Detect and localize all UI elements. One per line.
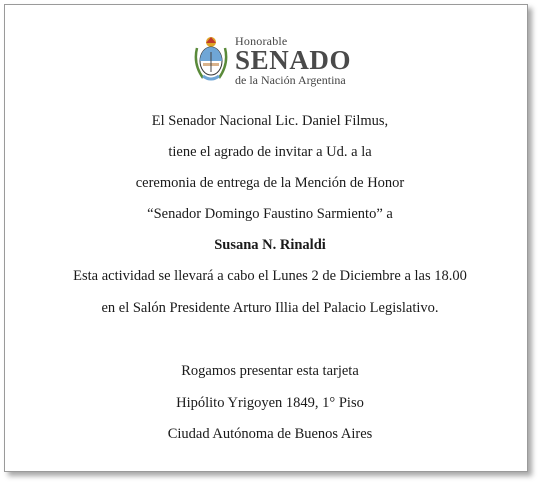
logo-line-honorable: Honorable bbox=[235, 34, 288, 48]
footer-line-1: Rogamos presentar esta tarjeta bbox=[181, 363, 359, 379]
senado-logo bbox=[193, 31, 363, 89]
footer-city: Ciudad Autónoma de Buenos Aires bbox=[167, 426, 373, 442]
invitation-line-4: “Senador Domingo Faustino Sarmiento” a bbox=[147, 206, 393, 222]
logo-text bbox=[235, 35, 351, 86]
invitation-line-3: ceremonia de entrega de la Mención de Honor bbox=[135, 175, 405, 191]
invitation-line-6: Esta actividad se llevará a cabo el Lunes 2 de Diciembre a las 18.00 bbox=[73, 268, 467, 284]
invitation-card bbox=[4, 4, 528, 472]
logo-line-nacion: de la Nación Argentina bbox=[235, 73, 346, 87]
logo-line-senado: SENADO bbox=[235, 45, 352, 75]
invitation-line-2: tiene el agrado de invitar a Ud. a la bbox=[168, 144, 372, 160]
invitation-line-7: en el Salón Presidente Arturo Illia del Palacio Legislativo. bbox=[101, 300, 439, 316]
invitation-line-1: El Senador Nacional Lic. Daniel Filmus, bbox=[151, 113, 389, 129]
coat-of-arms-icon bbox=[193, 34, 229, 84]
footer-address: Hipólito Yrigoyen 1849, 1° Piso bbox=[176, 395, 364, 411]
honoree-name: Susana N. Rinaldi bbox=[214, 237, 326, 253]
